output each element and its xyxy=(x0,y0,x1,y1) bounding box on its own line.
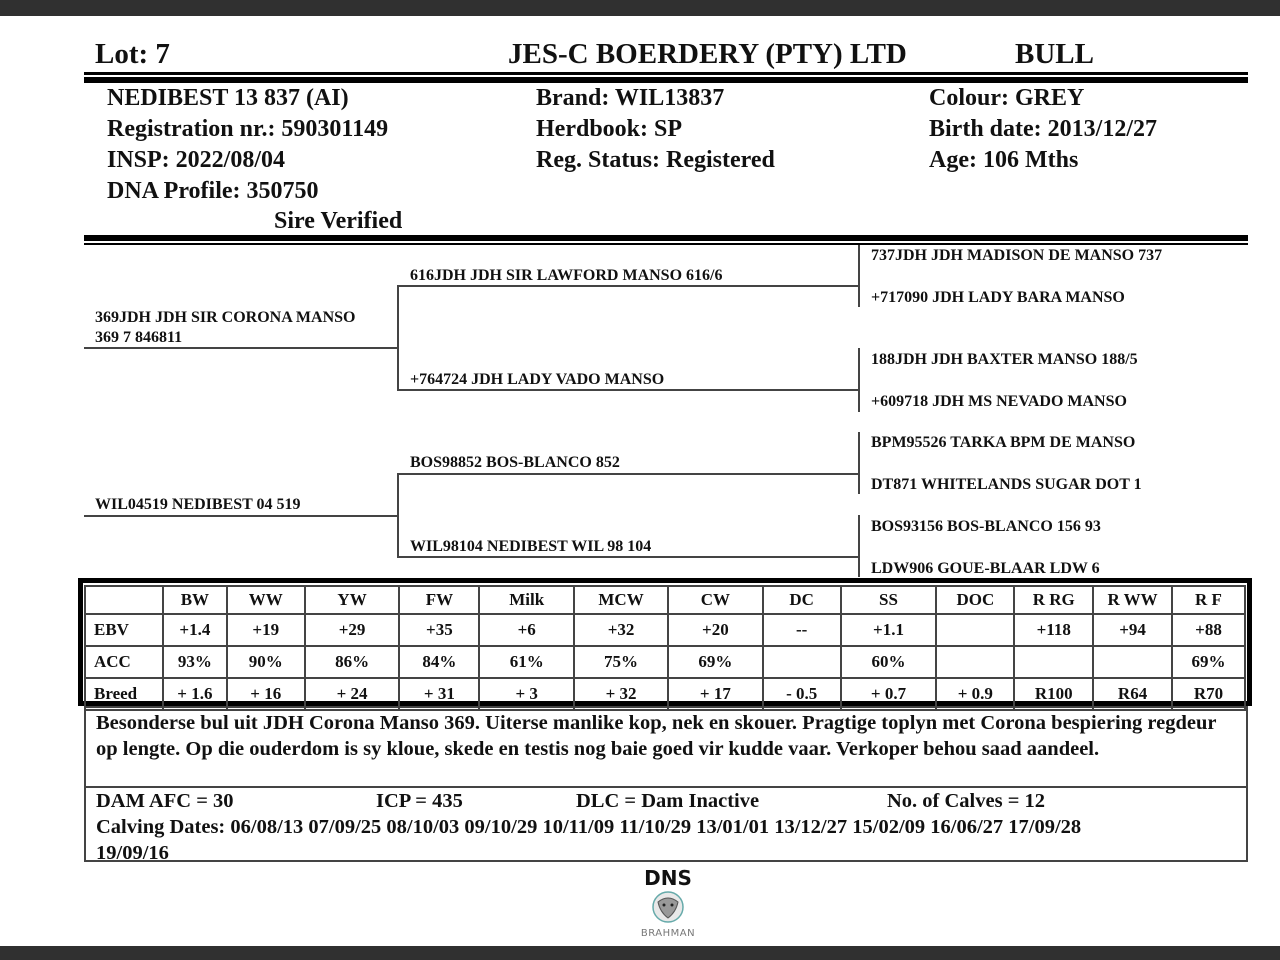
ebv-cell: - 0.5 xyxy=(763,678,841,710)
ebv-cell: R64 xyxy=(1093,678,1172,710)
ebv-header-cell: Milk xyxy=(479,586,574,614)
ebv-cell: +94 xyxy=(1093,614,1172,646)
ebv-cell: + 1.6 xyxy=(163,678,227,710)
pedigree-line xyxy=(858,432,860,494)
ebv-cell: + 0.9 xyxy=(936,678,1014,710)
ebv-cell: +29 xyxy=(305,614,400,646)
ebv-cell xyxy=(1014,646,1093,678)
ebv-header-cell: R RG xyxy=(1014,586,1093,614)
calving-dates: Calving Dates: 06/08/13 07/09/25 08/10/03 09/10/29 10/11/09 11/10/29 13/01/01 13/12/27 15/02/09 16/06/27 17/09/28 xyxy=(96,816,1082,838)
ebv-header-cell: SS xyxy=(841,586,937,614)
ebv-header-cell: DOC xyxy=(936,586,1014,614)
dns-brahman-logo xyxy=(628,866,708,939)
pedigree-line xyxy=(858,515,860,577)
breeder-name: JES-C BOERDERY (PTY) LTD xyxy=(508,38,907,70)
ebv-cell: + 16 xyxy=(227,678,305,710)
ebv-header-cell: MCW xyxy=(574,586,668,614)
ebv-header-cell: R WW xyxy=(1093,586,1172,614)
pedigree-dam: WIL04519 NEDIBEST 04 519 xyxy=(95,496,301,513)
ebv-cell: 60% xyxy=(841,646,937,678)
animal-sex: BULL xyxy=(1015,38,1094,70)
ebv-cell: 75% xyxy=(574,646,668,678)
ebv-cell: -- xyxy=(763,614,841,646)
ebv-header-cell: CW xyxy=(668,586,763,614)
ebv-row-label: Breed xyxy=(85,678,163,710)
ebv-header-row xyxy=(85,586,1245,614)
pedigree-ggp: 737JDH JDH MADISON DE MANSO 737 xyxy=(871,247,1163,264)
pedigree-dam-sire: BOS98852 BOS-BLANCO 852 xyxy=(410,454,620,471)
ebv-cell: 61% xyxy=(479,646,574,678)
colour: Colour: GREY xyxy=(929,85,1085,111)
info-rule-thick xyxy=(84,235,1248,241)
sire-verified: Sire Verified xyxy=(274,208,403,234)
pedigree-dam-dam: WIL98104 NEDIBEST WIL 98 104 xyxy=(410,538,652,555)
number-of-calves: No. of Calves = 12 xyxy=(887,790,1046,812)
logo-top-text: DNS xyxy=(644,866,692,890)
icp: ICP = 435 xyxy=(376,790,463,812)
pedigree-line xyxy=(84,347,398,349)
pedigree-ggp: BPM95526 TARKA BPM DE MANSO xyxy=(871,434,1136,451)
pedigree-line xyxy=(397,556,859,558)
registration-number: Registration nr.: 590301149 xyxy=(107,116,389,142)
ebv-cell: +19 xyxy=(227,614,305,646)
ebv-cell: +6 xyxy=(479,614,574,646)
calving-dates-continued: 19/09/16 xyxy=(96,842,169,864)
logo-bottom-text: BRAHMAN xyxy=(640,928,696,939)
ebv-row-acc xyxy=(85,646,1245,678)
ebv-cell xyxy=(763,646,841,678)
pedigree-line xyxy=(84,515,398,517)
ebv-cell: +32 xyxy=(574,614,668,646)
ebv-cell: 84% xyxy=(399,646,479,678)
dam-afc: DAM AFC = 30 xyxy=(96,790,234,812)
ebv-cell: + 0.7 xyxy=(841,678,937,710)
window-bottom-bar xyxy=(0,946,1280,960)
ebv-cell: 93% xyxy=(163,646,227,678)
ebv-cell: R70 xyxy=(1172,678,1245,710)
pedigree-sire-line2: 369 7 846811 xyxy=(95,329,183,346)
ebv-cell: +1.4 xyxy=(163,614,227,646)
ebv-row-label: ACC xyxy=(85,646,163,678)
dna-profile: DNA Profile: 350750 xyxy=(107,178,319,204)
inspection-date: INSP: 2022/08/04 xyxy=(107,147,286,173)
age: Age: 106 Mths xyxy=(929,147,1079,173)
pedigree-ggp: +609718 JDH MS NEVADO MANSO xyxy=(871,393,1127,410)
ebv-cell: +35 xyxy=(399,614,479,646)
ebv-cell: + 24 xyxy=(305,678,400,710)
ebv-header-cell: DC xyxy=(763,586,841,614)
ebv-cell: +88 xyxy=(1172,614,1245,646)
ebv-header-cell: WW xyxy=(227,586,305,614)
ebv-cell: 69% xyxy=(1172,646,1245,678)
ebv-cell: 86% xyxy=(305,646,400,678)
pedigree-sire-line1: 369JDH JDH SIR CORONA MANSO xyxy=(95,309,356,326)
ebv-header-cell: FW xyxy=(399,586,479,614)
pedigree-ggp: DT871 WHITELANDS SUGAR DOT 1 xyxy=(871,476,1142,493)
ebv-header-cell: YW xyxy=(305,586,400,614)
notes-box xyxy=(84,706,1248,862)
ebv-header-cell: R F xyxy=(1172,586,1245,614)
ebv-cell: 90% xyxy=(227,646,305,678)
ebv-table xyxy=(84,585,1246,711)
ebv-cell xyxy=(1093,646,1172,678)
ebv-cell: +1.1 xyxy=(841,614,937,646)
ebv-cell xyxy=(936,614,1014,646)
pedigree-line xyxy=(397,285,399,391)
ebv-cell: +118 xyxy=(1014,614,1093,646)
ebv-header-cell: BW xyxy=(163,586,227,614)
ebv-cell xyxy=(936,646,1014,678)
animal-name: NEDIBEST 13 837 (AI) xyxy=(107,85,349,111)
herdbook: Herdbook: SP xyxy=(536,116,683,142)
pedigree-line xyxy=(397,285,859,287)
pedigree-line xyxy=(397,389,859,391)
pedigree-ggp: 188JDH JDH BAXTER MANSO 188/5 xyxy=(871,351,1138,368)
pedigree-line xyxy=(858,348,860,412)
pedigree-sire-dam: +764724 JDH LADY VADO MANSO xyxy=(410,371,665,388)
pedigree-ggp: LDW906 GOUE-BLAAR LDW 6 xyxy=(871,560,1100,577)
brand: Brand: WIL13837 xyxy=(536,85,725,111)
ebv-row-ebv xyxy=(85,614,1245,646)
ebv-cell: +20 xyxy=(668,614,763,646)
ebv-cell: R100 xyxy=(1014,678,1093,710)
registration-status: Reg. Status: Registered xyxy=(536,147,775,173)
dlc: DLC = Dam Inactive xyxy=(576,790,760,812)
pedigree-line xyxy=(858,245,860,307)
header-rule-thin xyxy=(84,72,1248,75)
pedigree-line xyxy=(397,473,859,475)
pedigree-ggp: +717090 JDH LADY BARA MANSO xyxy=(871,289,1125,306)
ebv-cell: + 17 xyxy=(668,678,763,710)
comment-text: Besonderse bul uit JDH Corona Manso 369. Uiterse manlike kop, nek en skouer. Pragtige toplyn met Corona bespiering regdeur op lengte. Op die ouderdom is sy kloue, skede en testis nog baie goed vir kudde vaar. Verkoper behou saad aandeel. xyxy=(96,712,1217,760)
lot-number: Lot: 7 xyxy=(95,38,170,70)
ebv-header-cell xyxy=(85,586,163,614)
pedigree-sire-sire: 616JDH JDH SIR LAWFORD MANSO 616/6 xyxy=(410,267,723,284)
ebv-row-label: EBV xyxy=(85,614,163,646)
ebv-cell: + 32 xyxy=(574,678,668,710)
pedigree-ggp: BOS93156 BOS-BLANCO 156 93 xyxy=(871,518,1101,535)
birth-date: Birth date: 2013/12/27 xyxy=(929,116,1157,142)
ebv-cell: 69% xyxy=(668,646,763,678)
window-top-bar xyxy=(0,0,1280,16)
brahman-bull-icon xyxy=(648,890,688,924)
ebv-cell: + 3 xyxy=(479,678,574,710)
pedigree-line xyxy=(397,473,399,558)
info-rule-thin xyxy=(84,243,1248,245)
ebv-cell: + 31 xyxy=(399,678,479,710)
